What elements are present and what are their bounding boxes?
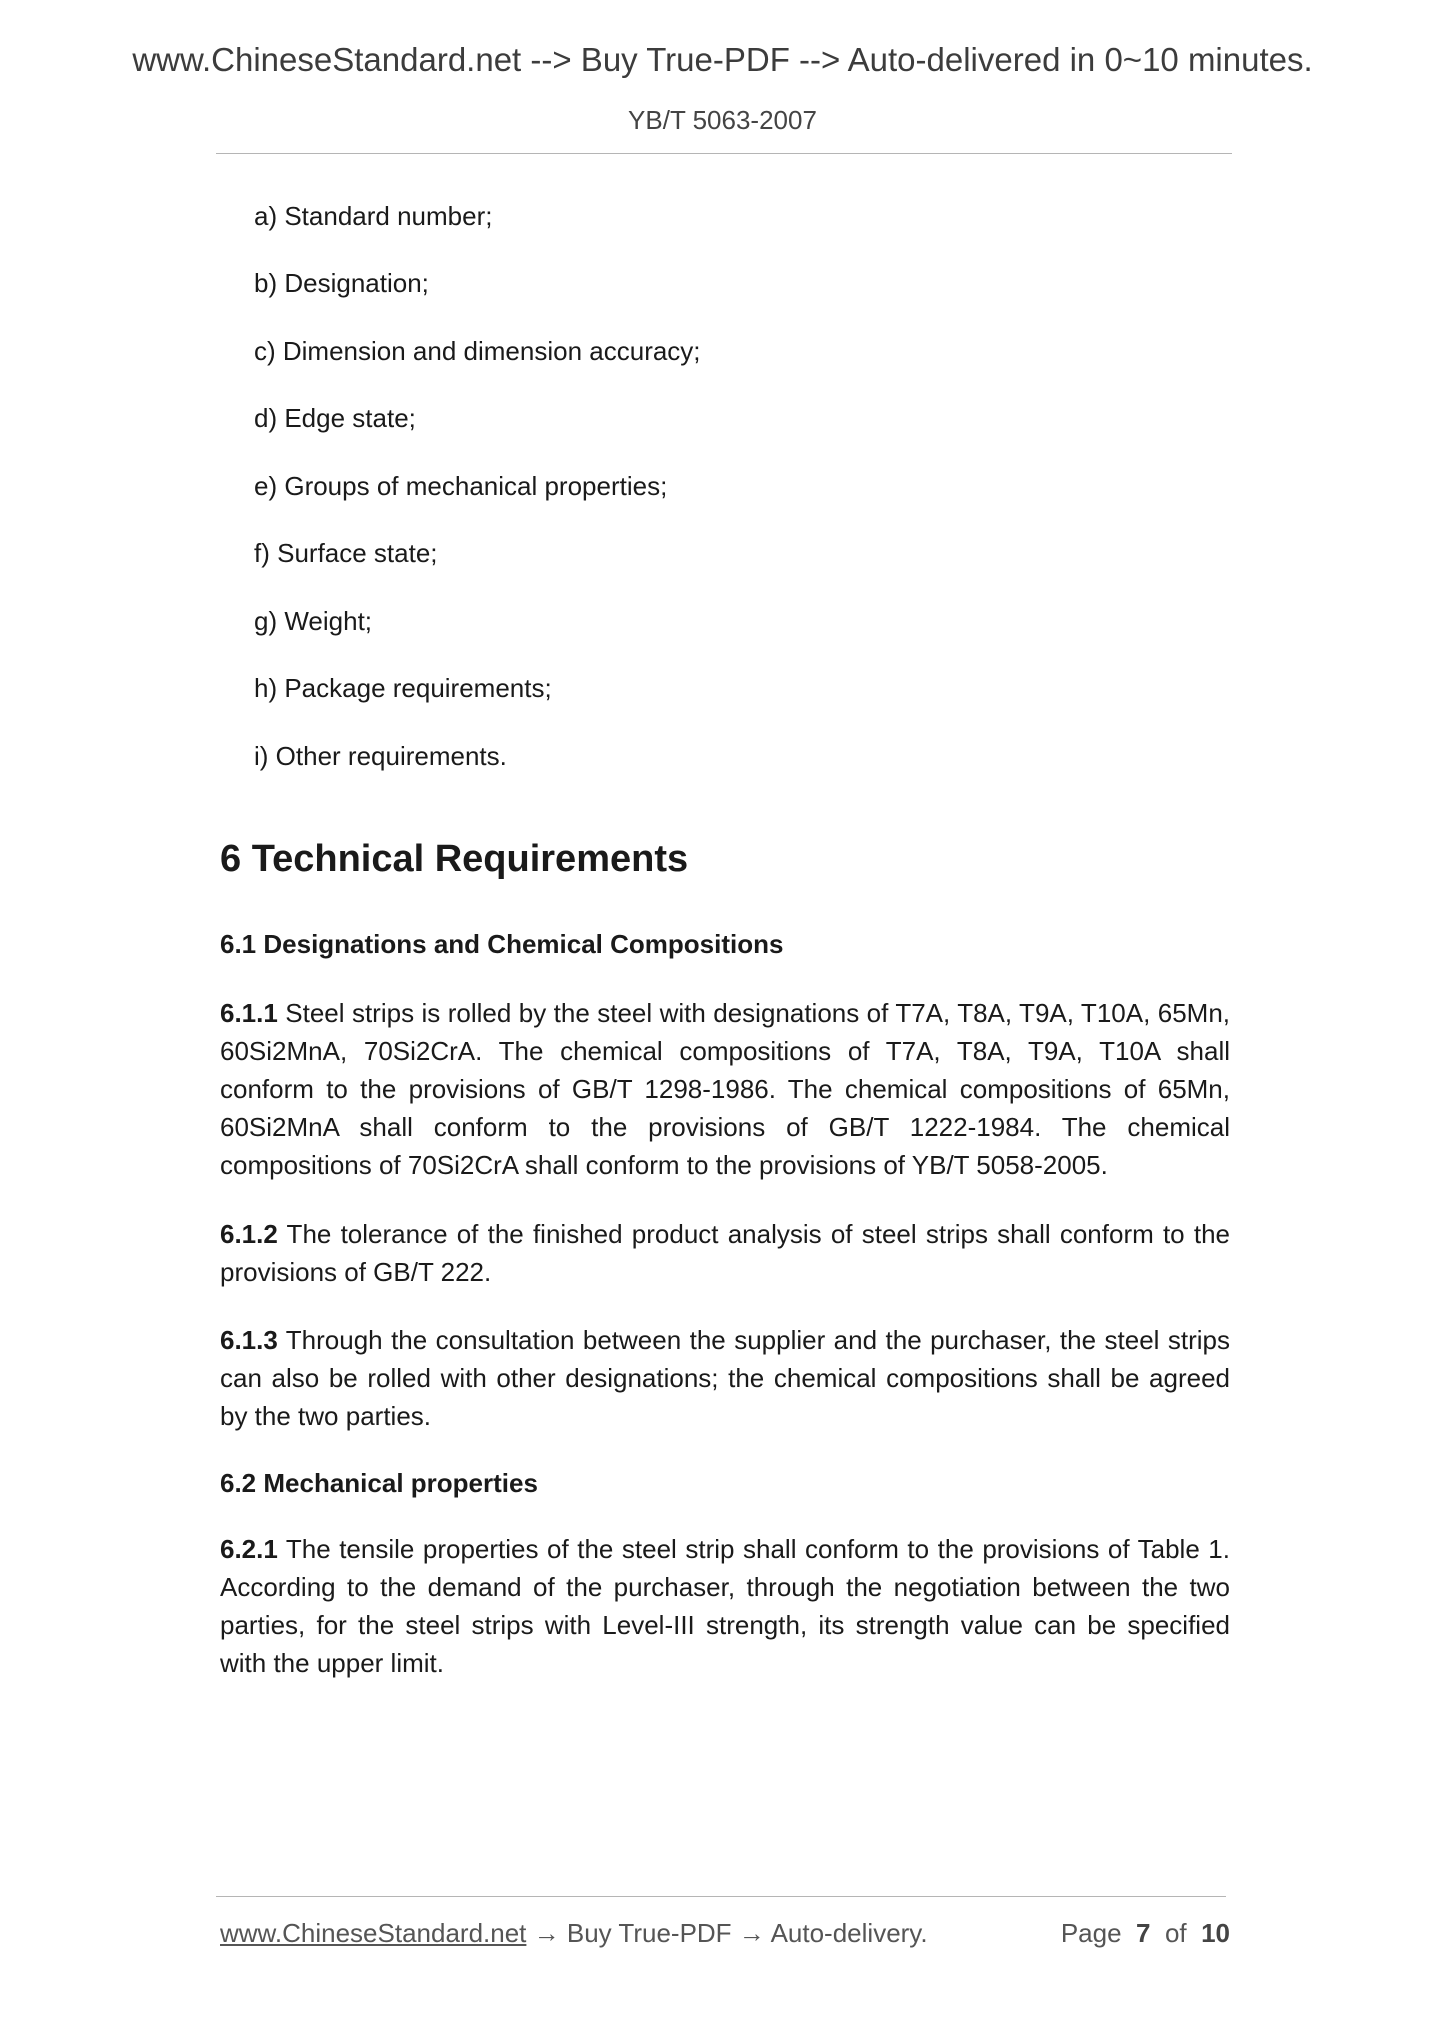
footer-divider: [216, 1896, 1226, 1897]
clause-number: 6.1.2: [220, 1219, 278, 1249]
paragraph-6-2-1: [220, 1530, 1230, 1682]
page-footer: [220, 1916, 1230, 1950]
website-link[interactable]: www.ChineseStandard.net: [220, 1918, 527, 1948]
current-page-number: 7: [1136, 1918, 1151, 1948]
list-item: b) Designation;: [254, 268, 429, 298]
of-word: of: [1164, 1918, 1187, 1948]
list-item: f) Surface state;: [254, 538, 438, 568]
header-divider: [216, 153, 1232, 154]
list-item: e) Groups of mechanical properties;: [254, 471, 668, 501]
section-6-2-title: 6.2 Mechanical properties: [220, 1468, 538, 1498]
clause-number: 6.2.1: [220, 1534, 278, 1564]
paragraph-text: Through the consultation between the supplier and the purchaser, the steel strips can also be rolled with other designations; the chemical compositions shall be agreed by the two parties.: [220, 1325, 1230, 1431]
clause-number: 6.1.3: [220, 1325, 278, 1355]
list-item: a) Standard number;: [254, 201, 493, 231]
footer-tagline: → Buy True-PDF → Auto-delivery.: [526, 1918, 928, 1948]
list-item: h) Package requirements;: [254, 673, 552, 703]
page-word: Page: [1060, 1918, 1122, 1948]
paragraph-6-1-1: [220, 994, 1230, 1184]
total-pages-number: 10: [1201, 1918, 1230, 1948]
document-number: YB/T 5063-2007: [628, 105, 817, 135]
section-6-title: 6 Technical Requirements: [220, 838, 689, 880]
list-item: c) Dimension and dimension accuracy;: [254, 336, 701, 366]
paragraph-6-1-3: [220, 1321, 1230, 1435]
clause-number: 6.1.1: [220, 998, 278, 1028]
paragraph-text: The tensile properties of the steel strip shall conform to the provisions of Table 1. According to the demand of the purchaser, through the negotiation between the two parties, for the steel strips with Level-III strength, its strength value can be specified with the upper limit.: [220, 1534, 1230, 1678]
list-item: d) Edge state;: [254, 403, 416, 433]
header-banner: www.ChineseStandard.net --> Buy True-PDF --> Auto-delivered in 0~10 minutes.: [132, 41, 1313, 78]
paragraph-6-1-2: [220, 1215, 1230, 1291]
paragraph-text: Steel strips is rolled by the steel with designations of T7A, T8A, T9A, T10A, 65Mn, 60Si2MnA, 70Si2CrA. The chemical compositions of T7A, T8A, T9A, T10A shall conform to the provisions of GB/T 1298-1986. The chemical compositions of 65Mn, 60Si2MnA shall conform to the provisions of GB/T 1222-1984. The chemical compositions of 70Si2CrA shall conform to the provisions of YB/T 5058-2005.: [220, 998, 1230, 1180]
section-6-1-title: 6.1 Designations and Chemical Compositions: [220, 929, 784, 959]
footer-left: [220, 1916, 928, 1950]
page-indicator: [1061, 1916, 1230, 1950]
list-item: g) Weight;: [254, 606, 373, 636]
list-item: i) Other requirements.: [254, 741, 507, 771]
paragraph-text: The tolerance of the finished product analysis of steel strips shall conform to the provisions of GB/T 222.: [220, 1219, 1230, 1287]
